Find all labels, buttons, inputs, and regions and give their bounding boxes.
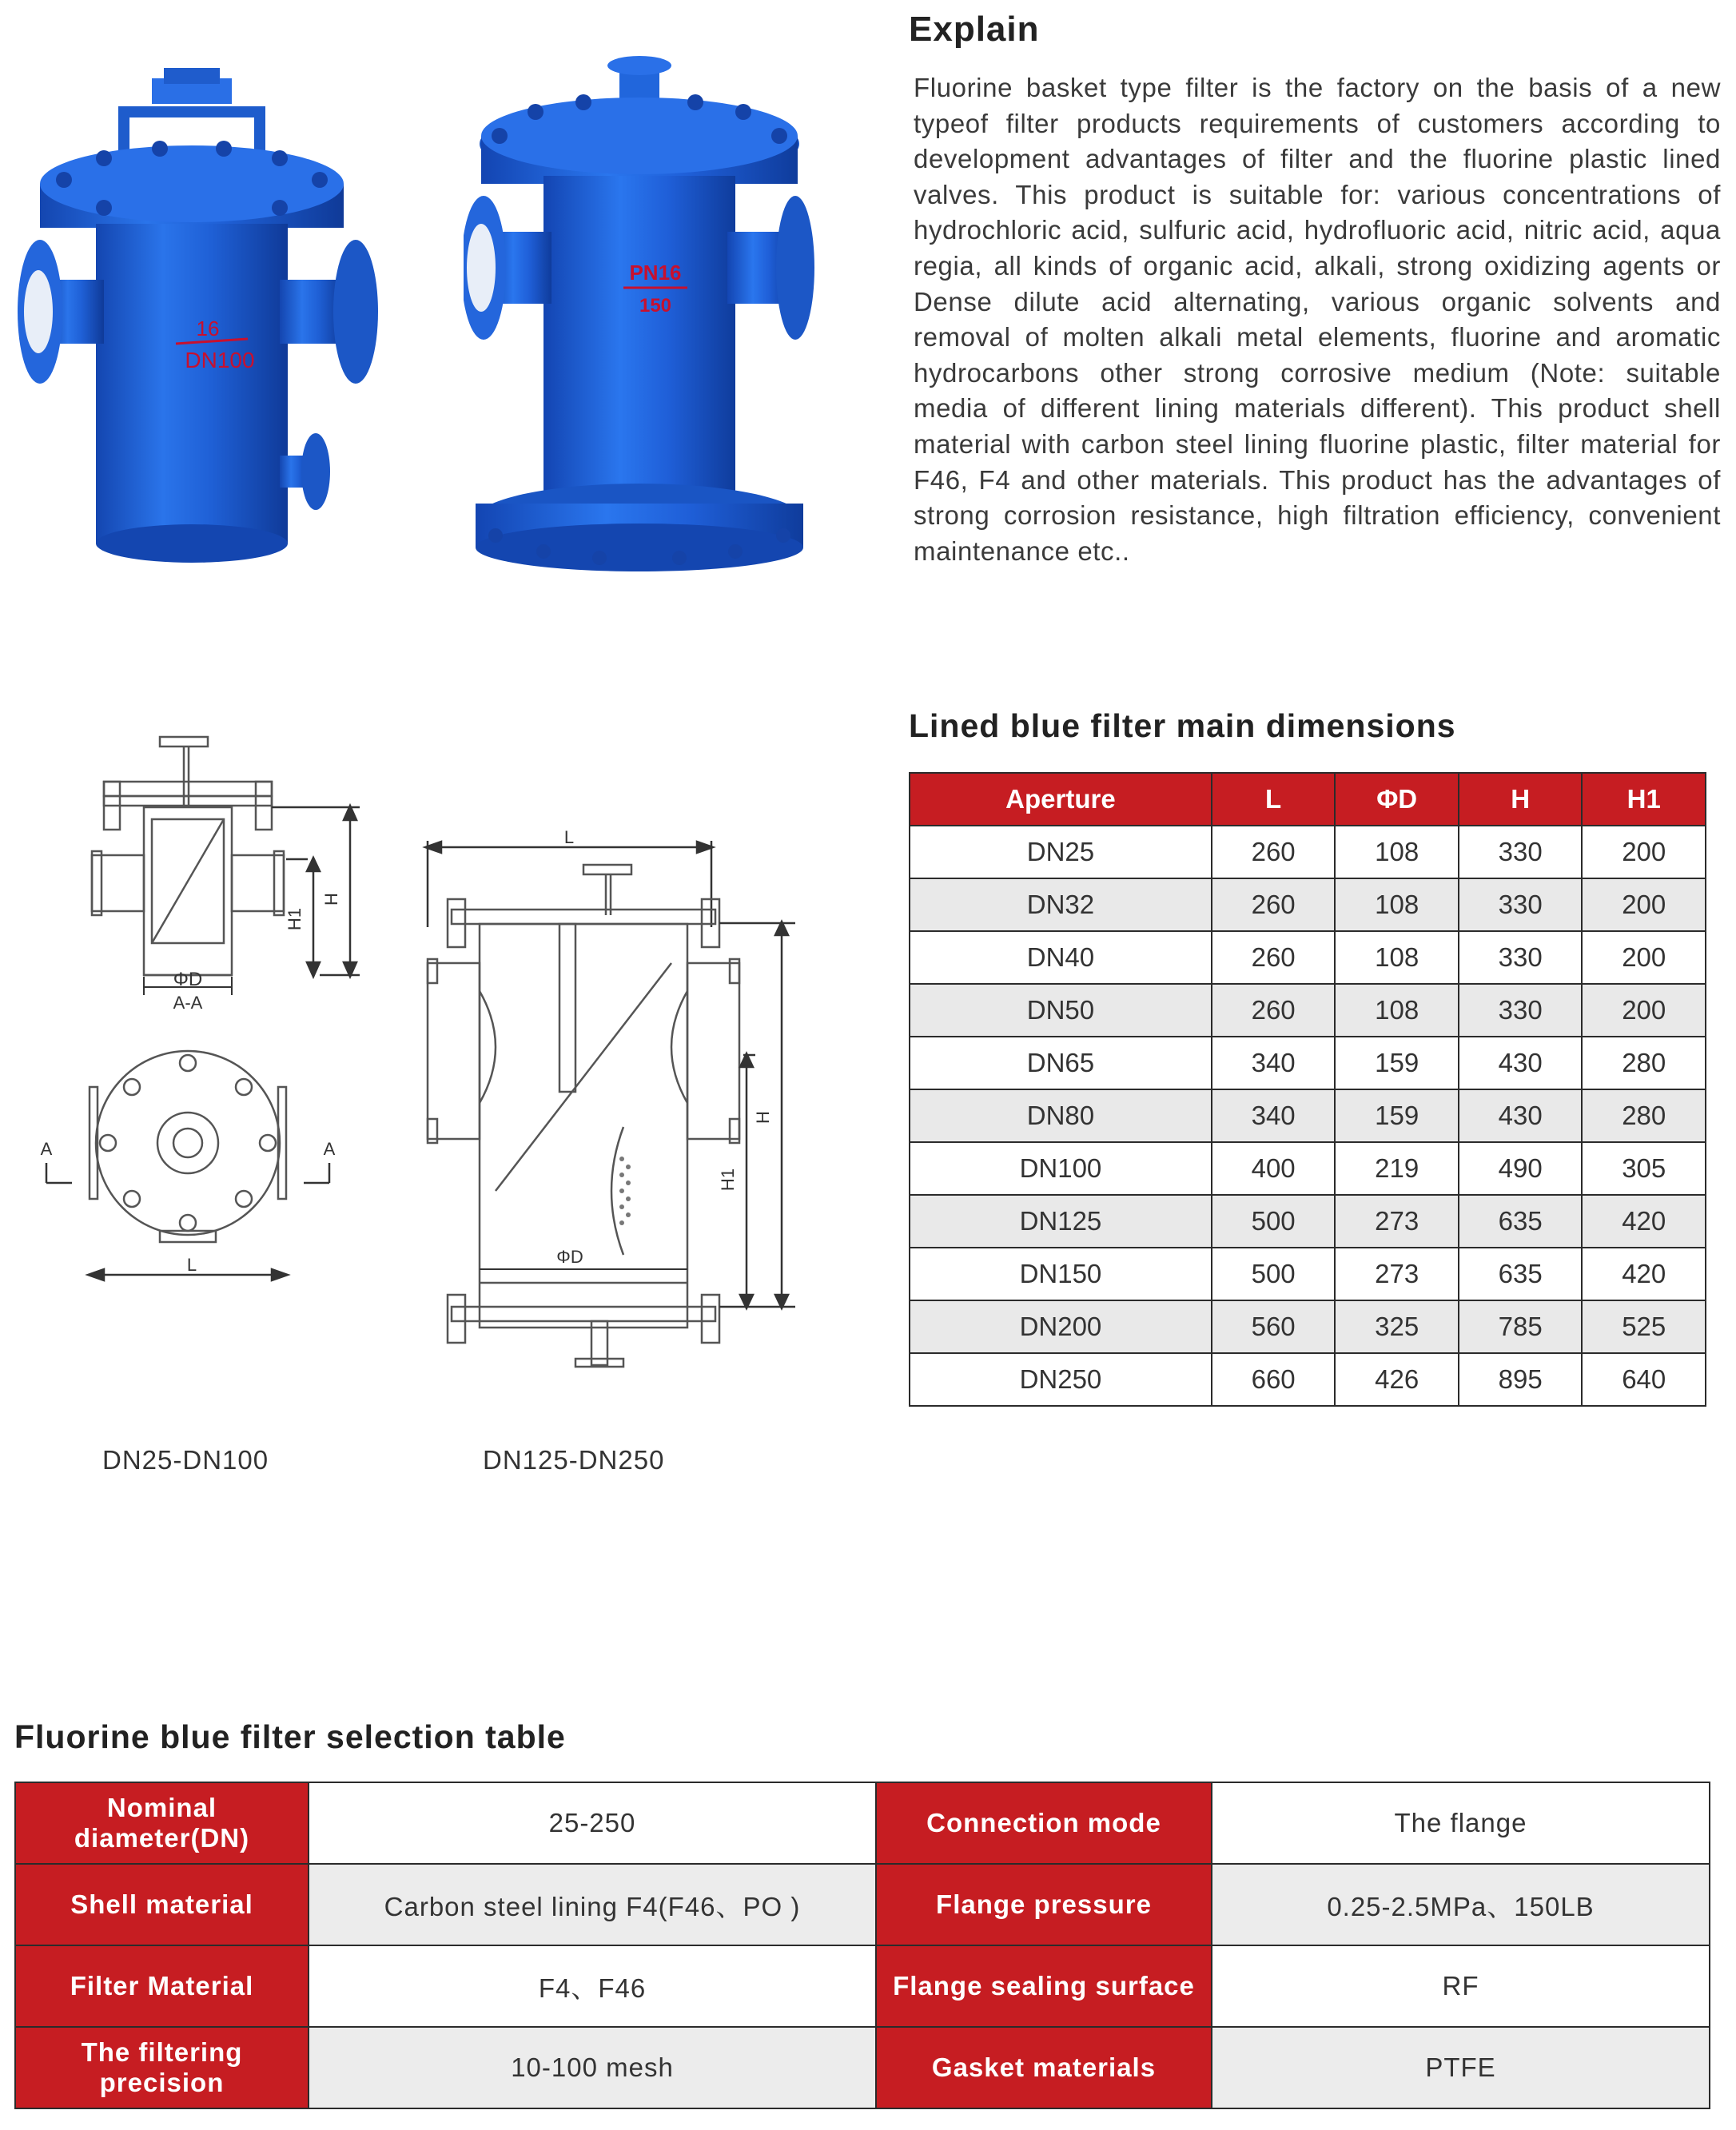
cell: DN65 xyxy=(910,1037,1212,1089)
col-header-aperture: Aperture xyxy=(910,773,1212,826)
cell: 159 xyxy=(1335,1037,1459,1089)
col-header-H: H xyxy=(1459,773,1583,826)
cell: DN250 xyxy=(910,1353,1212,1406)
cell: 305 xyxy=(1582,1142,1706,1195)
cell: 260 xyxy=(1212,931,1336,984)
selection-label: The filtering precision xyxy=(15,2027,309,2108)
dim-label-H1-large: H1 xyxy=(718,1168,738,1192)
selection-value: RF xyxy=(1212,1945,1710,2027)
product-photo-right xyxy=(464,56,815,575)
table-row xyxy=(910,1037,1706,1089)
cell: 159 xyxy=(1335,1089,1459,1142)
dimensions-title: Lined blue filter main dimensions xyxy=(909,707,1456,744)
cell: 200 xyxy=(1582,984,1706,1037)
dimensions-table xyxy=(909,772,1706,1407)
col-header-D: ΦD xyxy=(1335,773,1459,826)
cell: 340 xyxy=(1212,1037,1336,1089)
dim-label-H1-small: H1 xyxy=(285,907,305,931)
dim-label-H-small: H xyxy=(321,893,341,906)
cell: 560 xyxy=(1212,1300,1336,1353)
cell: 895 xyxy=(1459,1353,1583,1406)
cell: DN50 xyxy=(910,984,1212,1037)
table-row xyxy=(910,931,1706,984)
cell: 400 xyxy=(1212,1142,1336,1195)
selection-title: Fluorine blue filter selection table xyxy=(14,1718,566,1755)
cell: 325 xyxy=(1335,1300,1459,1353)
cell: 108 xyxy=(1335,826,1459,878)
cell: 273 xyxy=(1335,1248,1459,1300)
cell: 635 xyxy=(1459,1195,1583,1248)
selection-label: Connection mode xyxy=(876,1782,1212,1864)
cell: 500 xyxy=(1212,1195,1336,1248)
cell: 260 xyxy=(1212,826,1336,878)
dim-label-D-large: ΦD xyxy=(556,1247,583,1267)
drawing-small xyxy=(32,719,400,1375)
cell: 430 xyxy=(1459,1037,1583,1089)
drawing-large xyxy=(416,823,815,1375)
cell: 330 xyxy=(1459,878,1583,931)
right-photo-mark-bottom: 150 xyxy=(639,295,672,317)
cell: 420 xyxy=(1582,1248,1706,1300)
cell: 200 xyxy=(1582,826,1706,878)
table-row xyxy=(910,1248,1706,1300)
dim-label-L-large: L xyxy=(563,827,575,847)
dim-label-D-small: ΦD xyxy=(173,969,203,990)
cell: 500 xyxy=(1212,1248,1336,1300)
cell: 490 xyxy=(1459,1142,1583,1195)
cell: 660 xyxy=(1212,1353,1336,1406)
section-marker-left: A xyxy=(40,1139,53,1159)
cell: 260 xyxy=(1212,878,1336,931)
cell: 280 xyxy=(1582,1037,1706,1089)
selection-label: Filter Material xyxy=(15,1945,309,2027)
cell: DN32 xyxy=(910,878,1212,931)
cell: 108 xyxy=(1335,984,1459,1037)
dim-label-H-large: H xyxy=(753,1111,773,1124)
cell: DN80 xyxy=(910,1089,1212,1142)
selection-table xyxy=(14,1782,1710,2109)
cell: DN200 xyxy=(910,1300,1212,1353)
selection-value: 25-250 xyxy=(309,1782,876,1864)
left-photo-mark-top: 16 xyxy=(196,317,220,340)
cell: 200 xyxy=(1582,931,1706,984)
cell: 200 xyxy=(1582,878,1706,931)
col-header-H1: H1 xyxy=(1582,773,1706,826)
cell: 260 xyxy=(1212,984,1336,1037)
dimensions-header-row xyxy=(910,773,1706,826)
drawing-small-caption: DN25-DN100 xyxy=(102,1445,269,1475)
product-photo-left xyxy=(16,64,384,575)
section-label: A-A xyxy=(173,993,203,1013)
cell: 280 xyxy=(1582,1089,1706,1142)
cell: 330 xyxy=(1459,931,1583,984)
selection-value: The flange xyxy=(1212,1782,1710,1864)
cell: 219 xyxy=(1335,1142,1459,1195)
cell: 430 xyxy=(1459,1089,1583,1142)
selection-label: Gasket materials xyxy=(876,2027,1212,2108)
table-row xyxy=(910,878,1706,931)
selection-row xyxy=(15,1864,1710,1945)
cell: 525 xyxy=(1582,1300,1706,1353)
cell: DN25 xyxy=(910,826,1212,878)
cell: DN150 xyxy=(910,1248,1212,1300)
selection-row xyxy=(15,2027,1710,2108)
cell: 273 xyxy=(1335,1195,1459,1248)
cell: 330 xyxy=(1459,984,1583,1037)
dim-label-L-small: L xyxy=(186,1255,197,1275)
cell: DN125 xyxy=(910,1195,1212,1248)
selection-value: F4、F46 xyxy=(309,1945,876,2027)
col-header-L: L xyxy=(1212,773,1336,826)
table-row xyxy=(910,984,1706,1037)
cell: 108 xyxy=(1335,878,1459,931)
selection-value: PTFE xyxy=(1212,2027,1710,2108)
selection-label: Nominal diameter(DN) xyxy=(15,1782,309,1864)
table-row xyxy=(910,1142,1706,1195)
table-row xyxy=(910,1195,1706,1248)
cell: 340 xyxy=(1212,1089,1336,1142)
cell: 420 xyxy=(1582,1195,1706,1248)
selection-value: 0.25-2.5MPa、150LB xyxy=(1212,1864,1710,1945)
selection-label: Flange sealing surface xyxy=(876,1945,1212,2027)
cell: DN100 xyxy=(910,1142,1212,1195)
cell: 785 xyxy=(1459,1300,1583,1353)
selection-value: 10-100 mesh xyxy=(309,2027,876,2108)
table-row xyxy=(910,826,1706,878)
cell: DN40 xyxy=(910,931,1212,984)
cell: 108 xyxy=(1335,931,1459,984)
section-marker-right: A xyxy=(323,1139,336,1159)
cell: 330 xyxy=(1459,826,1583,878)
table-row xyxy=(910,1353,1706,1406)
drawing-large-caption: DN125-DN250 xyxy=(483,1445,665,1475)
cell: 635 xyxy=(1459,1248,1583,1300)
cell: 640 xyxy=(1582,1353,1706,1406)
table-row xyxy=(910,1089,1706,1142)
selection-row xyxy=(15,1782,1710,1864)
table-row xyxy=(910,1300,1706,1353)
selection-label: Flange pressure xyxy=(876,1864,1212,1945)
selection-value: Carbon steel lining F4(F46、PO ) xyxy=(309,1864,876,1945)
selection-label: Shell material xyxy=(15,1864,309,1945)
selection-row xyxy=(15,1945,1710,2027)
left-photo-mark-bottom: DN100 xyxy=(185,348,255,372)
right-photo-mark-top: PN16 xyxy=(629,261,682,285)
explain-body: Fluorine basket type filter is the factory on the basis of a new typeof filter products requirements of customers according to development advantages of filter and the fluorine plastic lined valves. This product is suitable for: various concentrations of hydrochloric acid, sulfuric acid, hydrofluoric acid, nitric acid, aqua regia, all kinds of organic acid, alkali, strong oxidizing agents or Dense dilute acid alternating, various organic solvents and removal of molten alkali metal elements, fluorine and aromatic hydrocarbons other strong corrosive medium (Note: suitable media of different lining materials different). This product shell material with carbon steel lining fluorine plastic, filter material for F46, F4 and other materials. This product has the advantages of strong corrosion resistance, high filtration efficiency, convenient maintenance etc.. xyxy=(914,73,1721,566)
cell: 426 xyxy=(1335,1353,1459,1406)
explain-title: Explain xyxy=(909,10,1040,49)
